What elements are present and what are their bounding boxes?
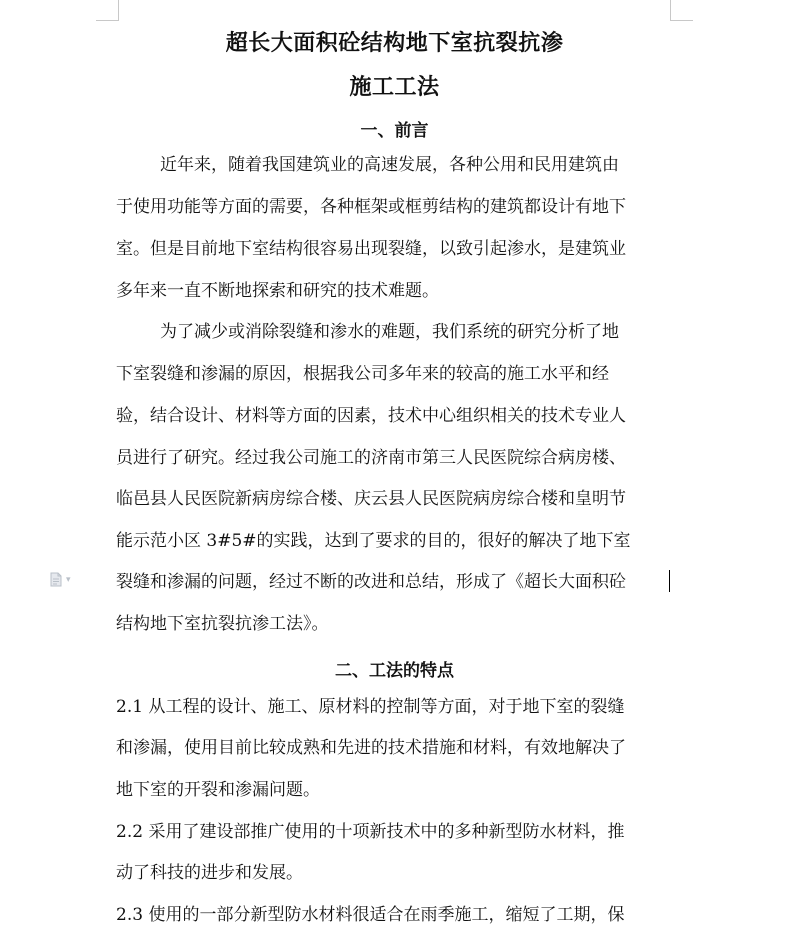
document-title: 超长大面积砼结构地下室抗裂抗渗 (225, 30, 564, 56)
crop-mark-top-left (96, 0, 119, 21)
paragraph-line: 下室裂缝和渗漏的原因，根据我公司多年来的较高的施工水平和经 (116, 364, 609, 384)
paragraph-line: 验，结合设计、材料等方面的因素，技术中心组织相关的技术专业人 (116, 406, 626, 426)
paragraph-line: 2.1 从工程的设计、施工、原材料的控制等方面，对于地下室的裂缝 (116, 697, 625, 717)
paragraph-line: 和渗漏，使用目前比较成熟和先进的技术措施和材料，有效地解决了 (116, 738, 626, 758)
section-heading-preface: 一、前言 (360, 121, 429, 141)
paragraph-line: 近年来，随着我国建筑业的高速发展，各种公用和民用建筑由 (160, 155, 619, 175)
paragraph-line: 地下室的开裂和渗漏问题。 (116, 780, 320, 800)
section-heading-features: 二、工法的特点 (335, 661, 454, 681)
paragraph-line: 临邑县人民医院新病房综合楼、庆云县人民医院病房综合楼和皇明节 (116, 489, 626, 509)
paragraph-line: 为了减少或消除裂缝和渗水的难题，我们系统的研究分析了地 (160, 322, 619, 342)
paragraph-line: 于使用功能等方面的需要，各种框架或框剪结构的建筑都设计有地下 (116, 197, 626, 217)
paragraph-line: 动了科技的进步和发展。 (116, 863, 303, 883)
text-cursor (669, 570, 670, 592)
paragraph-line: 室。但是目前地下室结构很容易出现裂缝，以致引起渗水，是建筑业 (116, 239, 626, 259)
chevron-down-icon: ▾ (66, 574, 71, 585)
paragraph-line: 员进行了研究。经过我公司施工的济南市第三人民医院综合病房楼、 (116, 448, 626, 468)
crop-mark-top-right (670, 0, 693, 21)
paragraph-line: 多年来一直不断地探索和研究的技术难题。 (116, 281, 439, 301)
paragraph-line: 结构地下室抗裂抗渗工法》。 (116, 614, 329, 634)
paragraph-line: 裂缝和渗漏的问题，经过不断的改进和总结，形成了《超长大面积砼 (116, 572, 626, 592)
paragraph-line: 2.3 使用的一部分新型防水材料很适合在雨季施工，缩短了工期，保 (116, 905, 625, 925)
paragraph-line: 能示范小区 3#5#的实践，达到了要求的目的，很好的解决了地下室 (116, 531, 631, 551)
paragraph-marker[interactable] (50, 572, 71, 587)
document-subtitle: 施工工法 (349, 74, 440, 100)
paragraph-line: 2.2 采用了建设部推广使用的十项新技术中的多种新型防水材料，推 (116, 822, 625, 842)
document-icon (50, 572, 62, 587)
